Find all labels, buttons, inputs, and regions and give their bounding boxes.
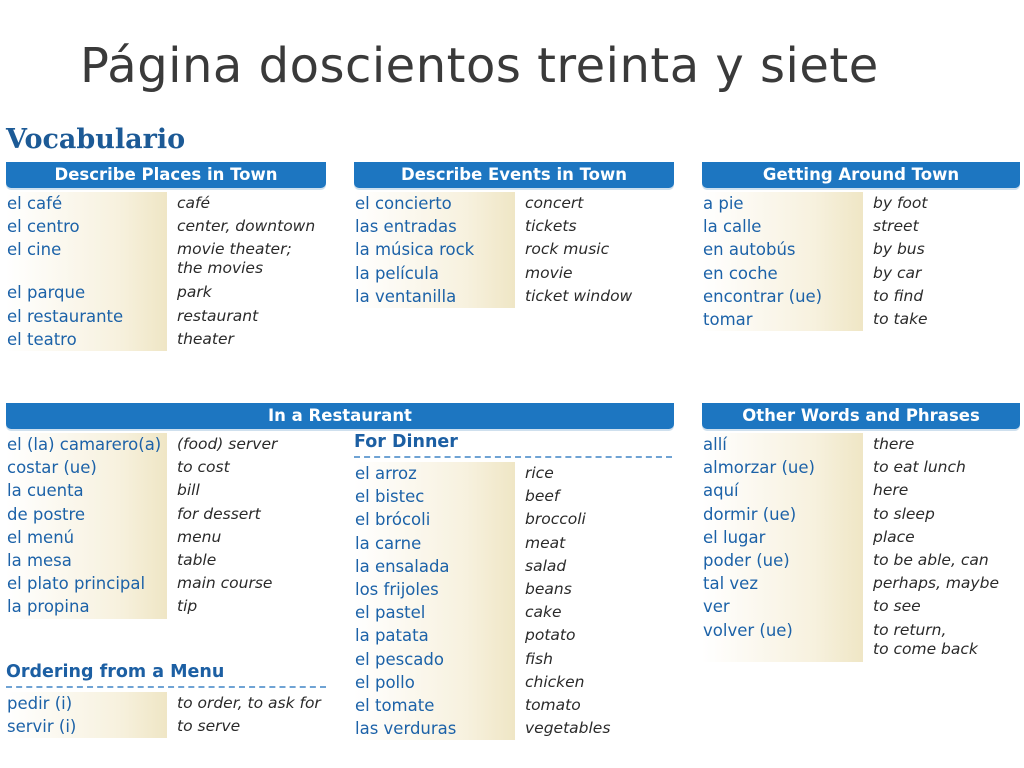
spanish-term: a pie — [702, 192, 863, 215]
slide-title: Página doscientos treinta y siete — [80, 38, 879, 94]
dinner-table — [354, 462, 672, 740]
section-ordering — [6, 660, 326, 738]
english-meaning: menu — [177, 527, 222, 546]
spanish-term: poder (ue) — [702, 549, 863, 572]
vocab-row — [354, 601, 672, 624]
vocab-row — [702, 619, 1020, 662]
vocab-row — [702, 262, 1020, 285]
places-table — [6, 192, 326, 351]
vocab-row — [6, 715, 326, 738]
vocab-row — [702, 526, 1020, 549]
spanish-term: aquí — [702, 479, 863, 502]
spanish-term: de postre — [6, 503, 167, 526]
spanish-term: almorzar (ue) — [702, 456, 863, 479]
vocab-row — [702, 308, 1020, 331]
english-meaning: park — [177, 283, 212, 302]
english-meaning: to find — [873, 286, 924, 305]
other-banner: Other Words and Phrases — [702, 403, 1020, 429]
vocab-row — [6, 549, 326, 572]
spanish-term: el brócoli — [354, 508, 515, 531]
spanish-term: el pescado — [354, 648, 515, 671]
spanish-term: la patata — [354, 624, 515, 647]
spanish-term: el menú — [6, 526, 167, 549]
vocab-row — [6, 503, 326, 526]
vocab-row — [702, 572, 1020, 595]
ordering-table — [6, 692, 326, 738]
spanish-term: dormir (ue) — [702, 503, 863, 526]
vocab-row — [6, 572, 326, 595]
english-meaning: broccoli — [525, 510, 586, 529]
spanish-term: la ensalada — [354, 555, 515, 578]
vocab-row — [354, 462, 672, 485]
english-meaning: movie — [525, 263, 573, 282]
vocab-row — [702, 503, 1020, 526]
english-meaning: meat — [525, 533, 566, 552]
spanish-term: el plato principal — [6, 572, 167, 595]
english-meaning: tomato — [525, 695, 581, 714]
spanish-term: la propina — [6, 595, 167, 618]
spanish-term: la calle — [702, 215, 863, 238]
vocab-row — [702, 456, 1020, 479]
vocab-row — [354, 671, 672, 694]
english-meaning: tip — [177, 597, 198, 616]
vocab-row — [6, 692, 326, 715]
vocabulario-heading: Vocabulario — [6, 124, 186, 155]
vocab-row — [354, 648, 672, 671]
spanish-term: el arroz — [354, 462, 515, 485]
spanish-term: el teatro — [6, 328, 167, 351]
english-meaning: beans — [525, 579, 572, 598]
vocab-row — [354, 262, 674, 285]
getting-around-banner: Getting Around Town — [702, 162, 1020, 188]
spanish-term: el parque — [6, 281, 167, 304]
english-meaning: bill — [177, 481, 200, 500]
english-meaning: rice — [525, 464, 554, 482]
spanish-term: el pollo — [354, 671, 515, 694]
places-banner: Describe Places in Town — [6, 162, 326, 188]
english-meaning: here — [873, 481, 909, 500]
english-meaning: main course — [177, 574, 273, 593]
vocab-row — [702, 215, 1020, 238]
spanish-term: el pastel — [354, 601, 515, 624]
spanish-term: pedir (i) — [6, 692, 167, 715]
english-meaning: to see — [873, 597, 921, 616]
spanish-term: ver — [702, 595, 863, 618]
english-meaning: table — [177, 550, 217, 569]
vocab-row — [354, 192, 674, 215]
english-meaning: vegetables — [525, 719, 611, 738]
vocab-row — [6, 192, 326, 215]
spanish-term: el cine — [6, 238, 167, 281]
english-meaning: to serve — [177, 717, 241, 736]
english-meaning: there — [873, 435, 915, 453]
english-meaning: for dessert — [177, 504, 261, 523]
restaurant-table — [6, 433, 326, 619]
spanish-term: la carne — [354, 532, 515, 555]
spanish-term: los frijoles — [354, 578, 515, 601]
english-meaning: to sleep — [873, 504, 935, 523]
english-meaning: by car — [873, 263, 922, 282]
spanish-term: costar (ue) — [6, 456, 167, 479]
vocab-row — [354, 285, 674, 308]
english-meaning: to eat lunch — [873, 458, 966, 477]
events-banner: Describe Events in Town — [354, 162, 674, 188]
vocab-row — [6, 305, 326, 328]
section-places — [6, 162, 326, 351]
section-other — [702, 403, 1020, 662]
spanish-term: en coche — [702, 262, 863, 285]
english-meaning: to cost — [177, 458, 230, 477]
english-meaning: perhaps, maybe — [873, 574, 999, 593]
english-meaning: (food) server — [177, 435, 278, 453]
english-meaning: by bus — [873, 240, 925, 259]
spanish-term: la película — [354, 262, 515, 285]
spanish-term: tal vez — [702, 572, 863, 595]
spanish-term: la mesa — [6, 549, 167, 572]
ordering-subheading: Ordering from a Menu — [6, 660, 326, 688]
spanish-term: el bistec — [354, 485, 515, 508]
section-restaurant-rows — [6, 433, 326, 619]
vocab-row — [6, 433, 326, 456]
vocab-row — [354, 624, 672, 647]
english-meaning: café — [177, 194, 211, 212]
english-meaning: theater — [177, 329, 234, 348]
spanish-term: volver (ue) — [702, 619, 863, 662]
spanish-term: en autobús — [702, 238, 863, 261]
spanish-term: la cuenta — [6, 479, 167, 502]
vocab-row — [702, 192, 1020, 215]
vocab-row — [6, 215, 326, 238]
vocab-row — [702, 549, 1020, 572]
english-meaning: salad — [525, 556, 567, 575]
english-meaning: ticket window — [525, 286, 633, 305]
vocab-row — [6, 281, 326, 304]
section-dinner — [354, 430, 672, 740]
spanish-term: el café — [6, 192, 167, 215]
spanish-term: el (la) camarero(a) — [6, 433, 167, 456]
english-meaning: restaurant — [177, 306, 259, 325]
spanish-term: las entradas — [354, 215, 515, 238]
english-meaning: rock music — [525, 240, 610, 259]
section-events — [354, 162, 674, 308]
english-meaning: to return, to come back — [873, 620, 978, 658]
vocab-row — [702, 285, 1020, 308]
vocab-row — [354, 238, 674, 261]
spanish-term: encontrar (ue) — [702, 285, 863, 308]
spanish-term: el tomate — [354, 694, 515, 717]
spanish-term: el centro — [6, 215, 167, 238]
english-meaning: fish — [525, 649, 553, 668]
getting-around-table — [702, 192, 1020, 331]
restaurant-banner: In a Restaurant — [6, 403, 674, 429]
english-meaning: to be able, can — [873, 550, 989, 569]
english-meaning: movie theater; the movies — [177, 240, 292, 278]
spanish-term: allí — [702, 433, 863, 456]
other-table — [702, 433, 1020, 662]
english-meaning: potato — [525, 626, 576, 645]
vocab-row — [6, 595, 326, 618]
spanish-term: servir (i) — [6, 715, 167, 738]
english-meaning: tickets — [525, 217, 577, 236]
vocab-row — [354, 717, 672, 740]
vocab-row — [354, 694, 672, 717]
vocab-row — [6, 479, 326, 502]
english-meaning: to take — [873, 309, 928, 328]
vocab-row — [6, 456, 326, 479]
vocab-row — [354, 555, 672, 578]
spanish-term: la música rock — [354, 238, 515, 261]
vocab-row — [354, 578, 672, 601]
english-meaning: concert — [525, 194, 584, 212]
vocab-row — [6, 238, 326, 281]
english-meaning: by foot — [873, 194, 928, 212]
vocab-row — [6, 526, 326, 549]
spanish-term: el lugar — [702, 526, 863, 549]
english-meaning: cake — [525, 603, 562, 622]
vocab-row — [354, 215, 674, 238]
english-meaning: place — [873, 527, 915, 546]
english-meaning: street — [873, 217, 919, 236]
vocab-row — [354, 485, 672, 508]
spanish-term: la ventanilla — [354, 285, 515, 308]
section-getting-around — [702, 162, 1020, 331]
vocab-row — [702, 595, 1020, 618]
section-restaurant — [6, 403, 674, 429]
english-meaning: center, downtown — [177, 217, 316, 236]
vocab-row — [6, 328, 326, 351]
spanish-term: tomar — [702, 308, 863, 331]
dinner-subheading: For Dinner — [354, 430, 672, 458]
vocab-row — [702, 433, 1020, 456]
english-meaning: chicken — [525, 672, 585, 691]
events-table — [354, 192, 674, 308]
spanish-term: el concierto — [354, 192, 515, 215]
english-meaning: to order, to ask for — [177, 694, 321, 712]
vocab-row — [354, 532, 672, 555]
vocab-row — [702, 479, 1020, 502]
vocab-row — [702, 238, 1020, 261]
spanish-term: el restaurante — [6, 305, 167, 328]
vocab-row — [354, 508, 672, 531]
english-meaning: beef — [525, 487, 560, 506]
spanish-term: las verduras — [354, 717, 515, 740]
